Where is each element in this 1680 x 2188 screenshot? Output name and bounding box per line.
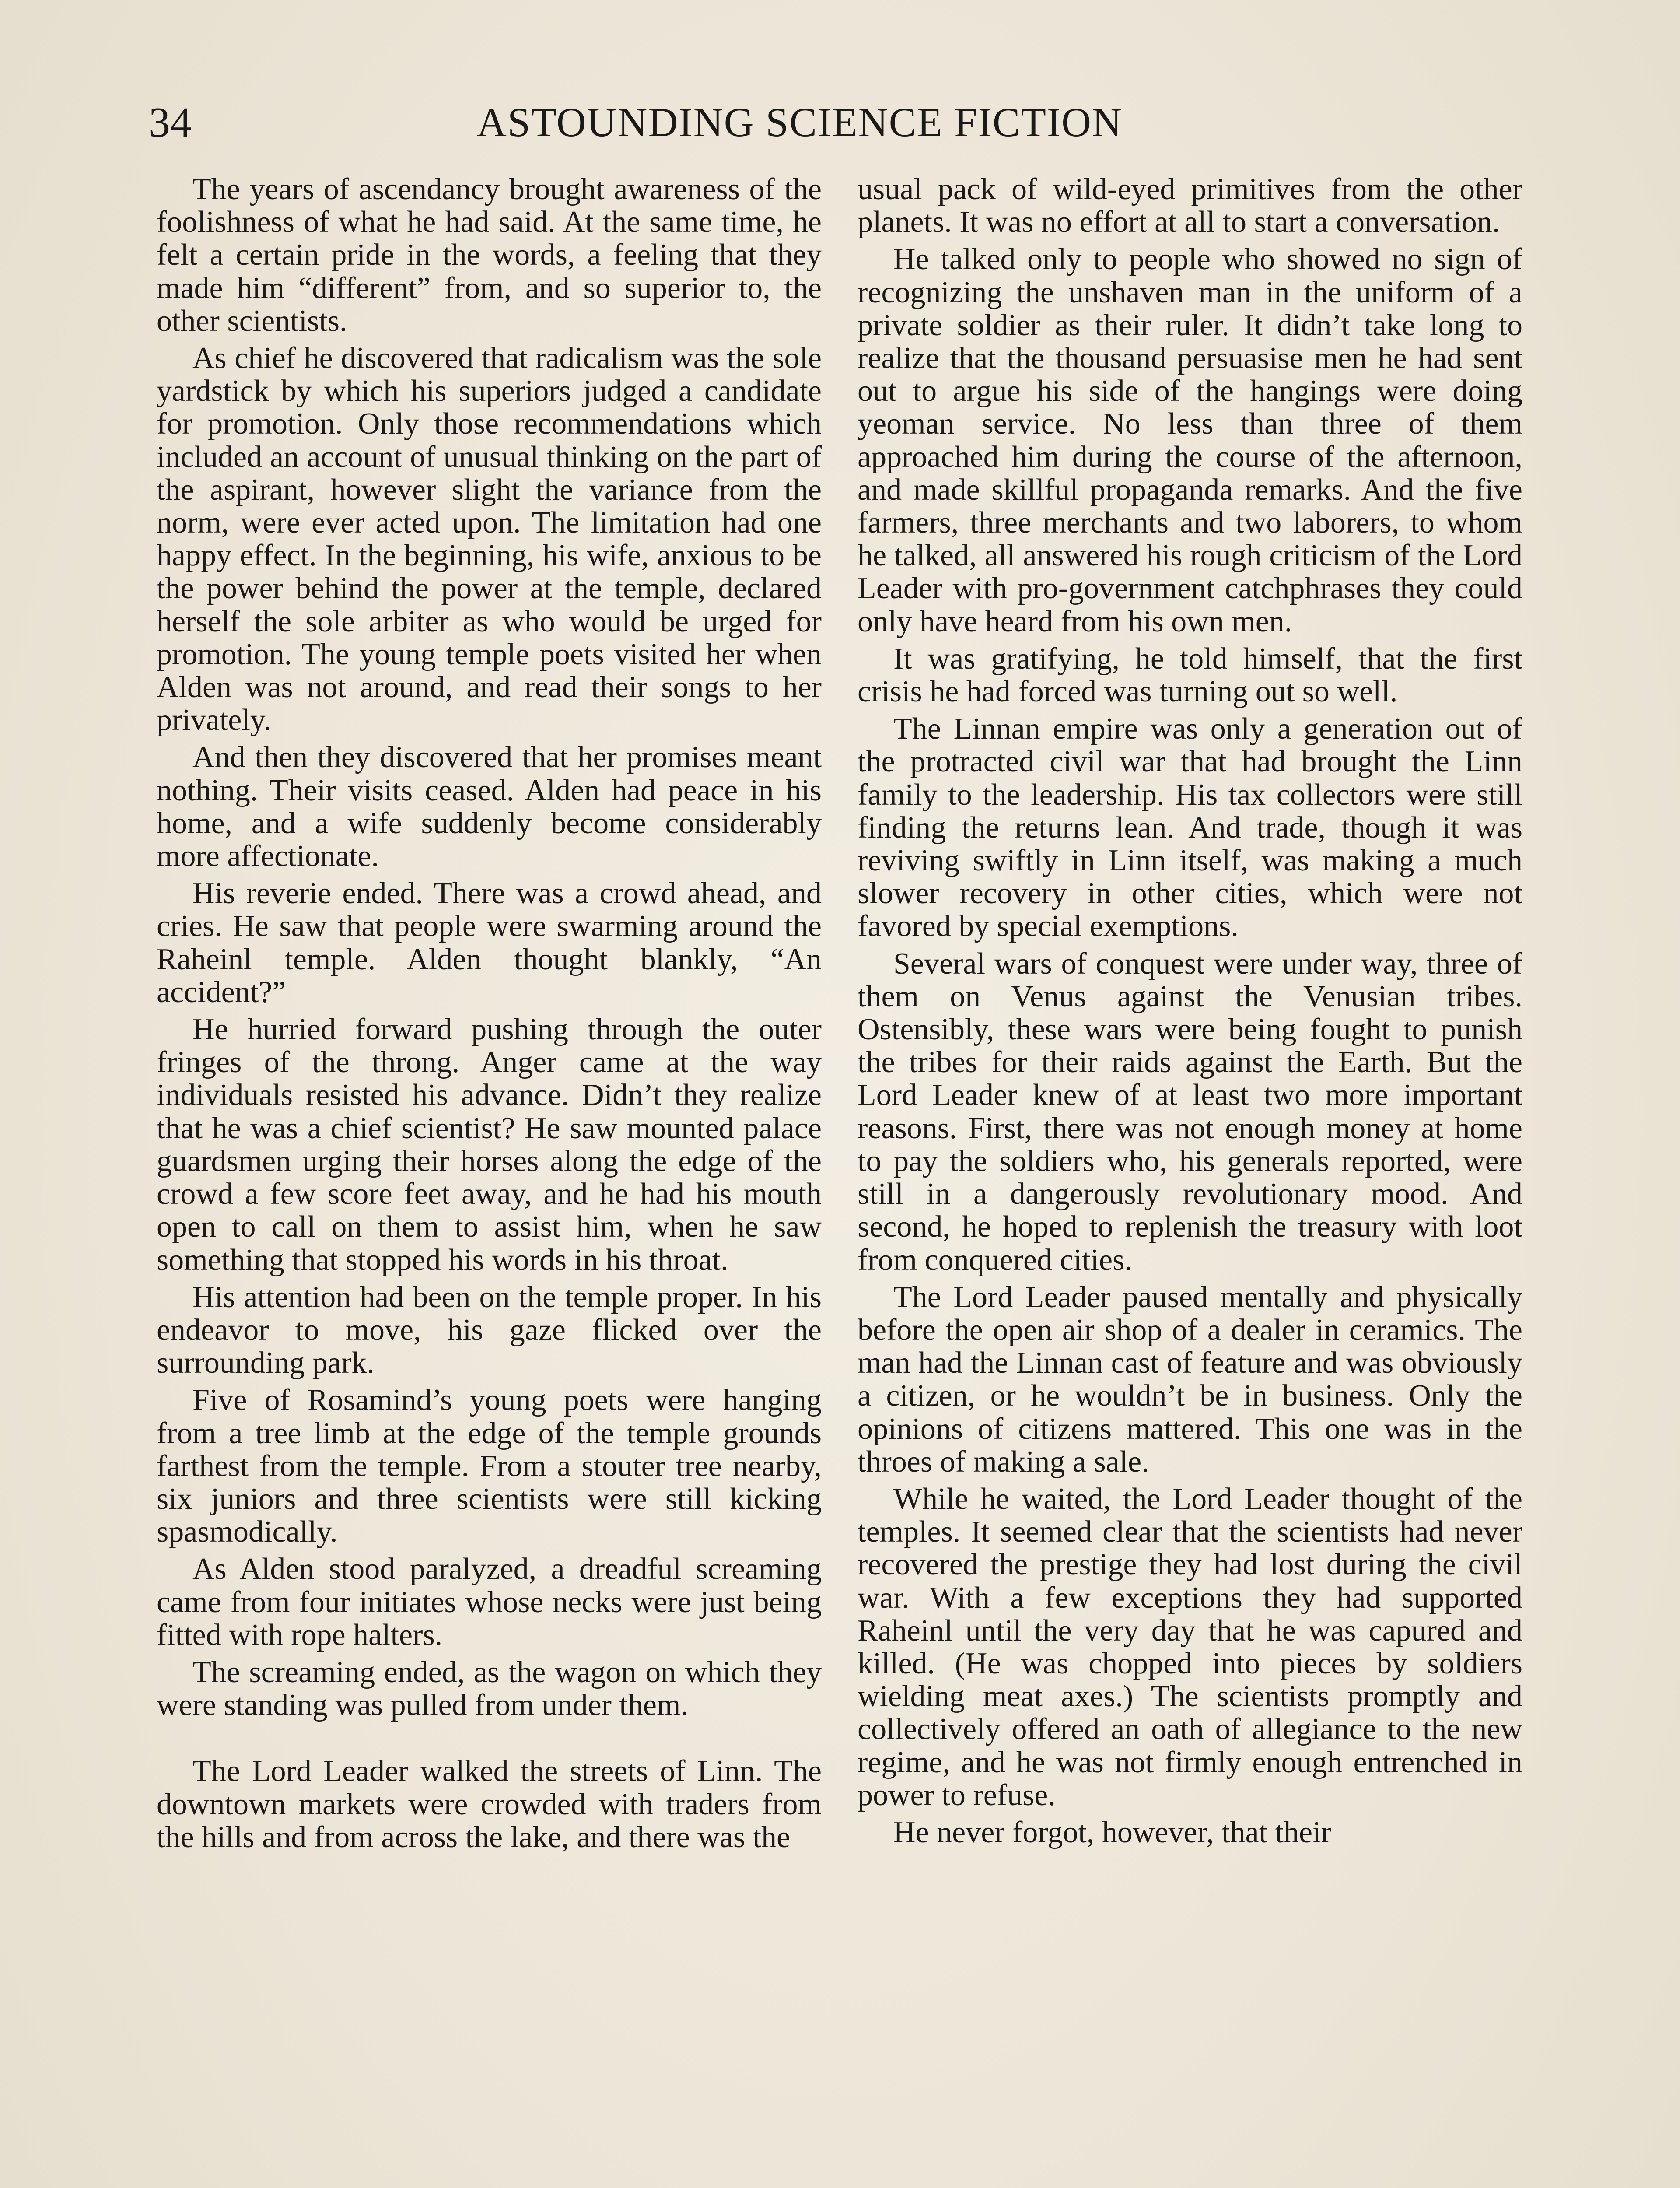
paragraph-continued: usual pack of wild-eyed primitives from the other planets. It was no effort at all to start a conversation. — [858, 173, 1522, 239]
paragraph: His reverie ended. There was a crowd ahead, and cries. He saw that people were swarming around the Raheinl temple. Alden thought blankly, “An accident?” — [157, 877, 822, 1009]
left-text-column — [157, 173, 822, 2188]
paragraph: The Linnan empire was only a generation out of the protracted civil war that had brought the Linn family to the leadership. His tax collectors were still finding the returns lean. And trade, though it was reviving swiftly in Linn itself, was making a much slower recovery in other cities, which were not favored by special exemptions. — [858, 712, 1522, 943]
running-head: ASTOUNDING SCIENCE FICTION — [477, 100, 1123, 145]
page-number: 34 — [149, 99, 192, 146]
paragraph: The screaming ended, as the wagon on which they were standing was pulled from under them. — [157, 1655, 822, 1722]
right-text-column — [858, 173, 1522, 2188]
paragraph: He never forgot, however, that their — [893, 1815, 1331, 1849]
paragraph: As Alden stood paralyzed, a dreadful screaming came from four initiates whose necks were just being fitted with rope halters. — [157, 1552, 822, 1652]
paragraph: It was gratifying, he told himself, that the first crisis he had forced was turning out so well. — [858, 642, 1522, 709]
paragraph: The Lord Leader paused mentally and physically before the open air shop of a dealer in ceramics. The man had the Linnan cast of feature and was obviously a citizen, or he wouldn’t be in business. Only the opinions of citizens mattered. This one was in the throes of making a sale. — [858, 1280, 1522, 1479]
paragraph: He talked only to people who showed no sign of recognizing the unshaven man in the uniform of a private soldier as their ruler. It didn’t take long to realize that the thousand persuasise men he had sent out to argue his side of the hangings were doing yeoman service. No less than three of them approached him during the course of the afternoon, and made skillful propaganda remarks. And the five farmers, three merchants and two laborers, to whom he talked, all answered his rough criticism of the Lord Leader with pro-government catchphrases they could only have heard from his own men. — [858, 242, 1522, 638]
page-header — [149, 96, 1531, 149]
paragraph: Several wars of conquest were under way, three of them on Venus against the Venusian tribes. Ostensibly, these wars were being fought to punish the tribes for their raids against the Earth. But the Lord Leader knew of at least two more important reasons. First, there was not enough money at home to pay the soldiers who, his generals reported, were still in a dangerously revolutionary mood. And second, he hoped to replenish the treasury with loot from conquered cities. — [858, 947, 1522, 1277]
paragraph: And then they discovered that her promises meant nothing. Their visits ceased. Alden had peace in his home, and a wife suddenly become considerably more affectionate. — [157, 740, 822, 873]
paragraph: As chief he discovered that radicalism was the sole yardstick by which his superiors judged a candidate for promotion. Only those recommendations which included an account of unusual thinking on the part of the aspirant, however slight the variance from the norm, were ever acted upon. The limitation had one happy effect. In the beginning, his wife, anxious to be the power behind the power at the temple, declared herself the sole arbiter as who would be urged for promotion. The young temple poets visited her when Alden was not around, and read their songs to her privately. — [157, 341, 822, 737]
paragraph: He hurried forward pushing through the outer fringes of the throng. Anger came at the way individuals resisted his advance. Didn’t they realize that he was a chief scientist? He saw mounted palace guardsmen urging their horses along the edge of the crowd a few score feet away, and he had his mouth open to call on them to assist him, when he saw something that stopped his words in his throat. — [157, 1013, 822, 1277]
paragraph: While he waited, the Lord Leader thought of the temples. It seemed clear that the scientists had never recovered the prestige they had lost during the civil war. With a few exceptions they had supported Raheinl until the very day that he was capured and killed. (He was chopped into pieces by soldiers wielding meat axes.) The scientists promptly and collectively offered an oath of allegiance to the new regime, and he was not firmly enough entrenched in power to refuse. — [858, 1482, 1522, 1812]
paragraph: The years of ascendancy brought awareness of the foolishness of what he had said. At the same time, he felt a certain pride in the words, a feeling that they made him “different” from, and so superior to, the other scientists. — [157, 173, 822, 338]
paragraph: Five of Rosamind’s young poets were hanging from a tree limb at the edge of the temple grounds farthest from the temple. From a stouter tree nearby, six juniors and three scientists were still kicking spasmodically. — [157, 1383, 822, 1549]
paragraph-after-section-break: The Lord Leader walked the streets of Linn. The downtown markets were crowded with traders from the hills and from across the lake, and there was the — [157, 1754, 822, 1854]
paragraph: His attention had been on the temple proper. In his endeavor to move, his gaze flicked over the surrounding park. — [157, 1280, 822, 1380]
